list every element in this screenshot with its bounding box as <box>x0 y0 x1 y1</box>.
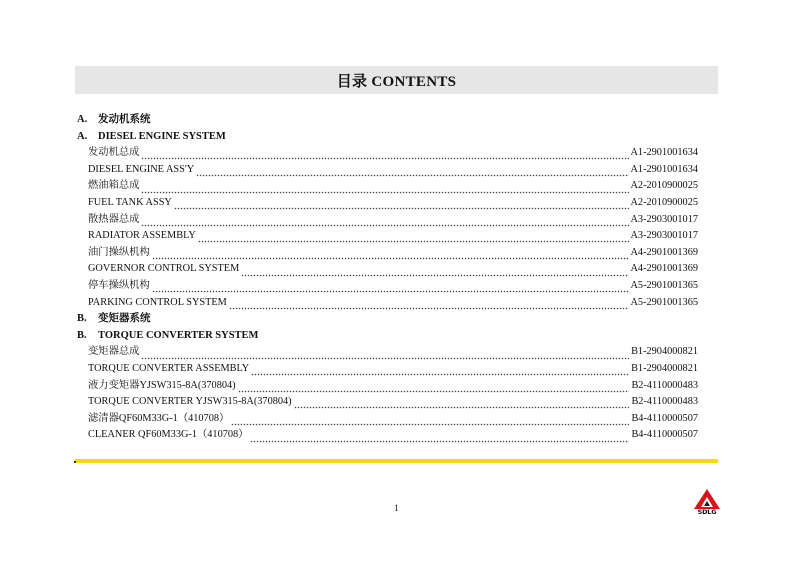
entry-code: A5-2901001365 <box>630 279 698 291</box>
toc-entry[interactable] <box>77 212 698 229</box>
entry-code: A3-2903001017 <box>630 213 698 225</box>
entry-code: B4-4110000507 <box>631 429 698 441</box>
dot-leader <box>250 433 629 443</box>
entry-label: PARKING CONTROL SYSTEM <box>88 296 227 308</box>
entry-code: A1-2901001634 <box>630 163 698 175</box>
entry-label: 停车操纵机构 <box>88 279 150 291</box>
toc-entry[interactable] <box>77 361 698 378</box>
entry-label: 滤清器QF60M33G-1（410708） <box>88 412 230 424</box>
entry-code: A4-2901001369 <box>630 246 698 258</box>
dot-leader <box>231 416 629 426</box>
corner-mark <box>74 461 76 463</box>
page-title: 目录 CONTENTS <box>336 73 457 90</box>
toc-entry[interactable] <box>77 378 698 395</box>
entry-label: GOVERNOR CONTROL SYSTEM <box>88 263 240 275</box>
logo-text: SDLG <box>697 508 717 516</box>
dot-leader <box>229 300 629 310</box>
toc-entry[interactable] <box>77 411 698 428</box>
toc-entry[interactable] <box>77 394 698 411</box>
section-heading-en <box>77 129 698 146</box>
section-title: TORQUE CONVERTER SYSTEM <box>98 329 259 341</box>
dot-leader <box>174 200 629 210</box>
section-title: DIESEL ENGINE SYSTEM <box>98 130 226 142</box>
entry-code: B1-2904000821 <box>631 346 698 358</box>
entry-label: TORQUE CONVERTER YJSW315-8A(370804) <box>88 396 292 408</box>
sdlg-logo-icon <box>693 488 721 510</box>
dot-leader <box>152 250 629 260</box>
toc-entry[interactable] <box>77 195 698 212</box>
entry-code: A4-2901001369 <box>630 263 698 275</box>
entry-code: B1-2904000821 <box>631 362 698 374</box>
sdlg-logo <box>693 488 721 518</box>
entry-label: 油门操纵机构 <box>88 246 150 258</box>
entry-code: B2-4110000483 <box>631 396 698 408</box>
section-letter: B. <box>77 313 87 325</box>
section-heading-cn <box>77 311 698 328</box>
dot-leader <box>198 233 629 243</box>
toc-entry[interactable] <box>77 145 698 162</box>
dot-leader <box>141 184 628 194</box>
dot-leader <box>141 150 628 160</box>
toc-entry[interactable] <box>77 427 698 444</box>
section-letter: A. <box>77 114 88 125</box>
page-number: 1 <box>394 503 399 513</box>
toc-entry[interactable] <box>77 245 698 262</box>
section-heading-en <box>77 328 698 345</box>
table-of-contents <box>77 112 698 444</box>
dot-leader <box>196 167 628 177</box>
toc-entry[interactable] <box>77 228 698 245</box>
dot-leader <box>141 350 629 360</box>
dot-leader <box>251 366 629 376</box>
section-title: 发动机系统 <box>98 114 151 125</box>
entry-label: FUEL TANK ASSY <box>88 196 172 208</box>
entry-label: TORQUE CONVERTER ASSEMBLY <box>88 362 250 374</box>
section-title: 变矩器系统 <box>98 313 151 325</box>
section-letter: B. <box>77 329 87 341</box>
yellow-footer-rule <box>75 459 718 463</box>
entry-code: A1-2901001634 <box>630 147 698 159</box>
entry-code: B2-4110000483 <box>631 379 698 391</box>
header-band <box>75 66 718 94</box>
entry-label: 变矩器总成 <box>88 346 140 358</box>
toc-entry[interactable] <box>77 178 698 195</box>
toc-entry[interactable] <box>77 278 698 295</box>
entry-code: A2-2010900025 <box>630 196 698 208</box>
toc-entry[interactable] <box>77 261 698 278</box>
section-letter: A. <box>77 130 88 142</box>
entry-label: CLEANER QF60M33G-1（410708） <box>88 429 249 441</box>
section-heading-cn <box>77 112 698 129</box>
dot-leader <box>238 383 630 393</box>
entry-label: 燃油箱总成 <box>88 180 140 192</box>
dot-leader <box>152 283 629 293</box>
entry-code: A5-2901001365 <box>630 296 698 308</box>
entry-code: B4-4110000507 <box>631 412 698 424</box>
entry-label: 发动机总成 <box>88 147 140 159</box>
entry-code: A2-2010900025 <box>630 180 698 192</box>
entry-label: 液力变矩器YJSW315-8A(370804) <box>88 379 236 391</box>
dot-leader <box>241 267 628 277</box>
entry-label: DIESEL ENGINE ASS'Y <box>88 163 195 175</box>
entry-code: A3-2903001017 <box>630 230 698 242</box>
entry-label: RADIATOR ASSEMBLY <box>88 230 196 242</box>
toc-entry[interactable] <box>77 162 698 179</box>
dot-leader <box>141 217 628 227</box>
dot-leader <box>294 399 630 409</box>
entry-label: 散热器总成 <box>88 213 140 225</box>
toc-entry[interactable] <box>77 344 698 361</box>
toc-entry[interactable] <box>77 295 698 312</box>
